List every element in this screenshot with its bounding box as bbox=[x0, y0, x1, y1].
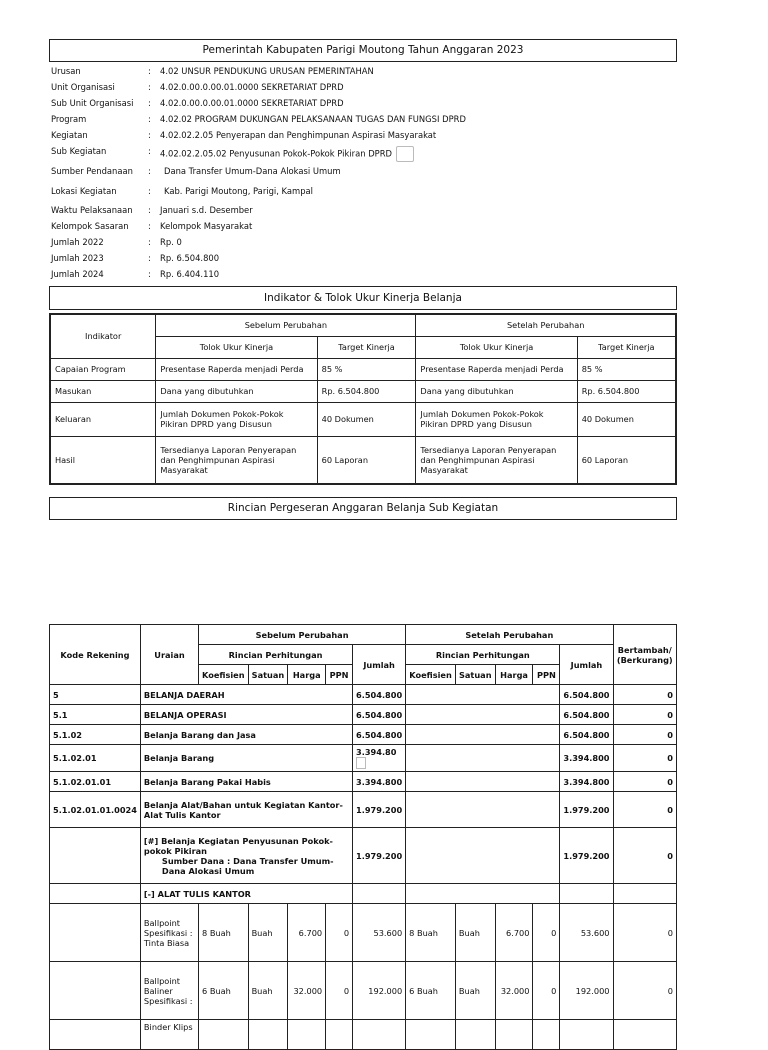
header-ppn-1: PPN bbox=[326, 665, 353, 685]
table-row: Hasil Tersedianya Laporan Penyerapan dan Penghimpunan Aspirasi Masyarakat 60 Laporan Tersedianya Laporan Penyerapan dan Penghimpunan Aspirasi Masyarakat 60 Laporan bbox=[50, 436, 676, 484]
rincian-table bbox=[49, 624, 677, 1050]
header-rincian-2: Rincian Perhitungan bbox=[406, 645, 560, 665]
header-uraian: Uraian bbox=[140, 625, 198, 685]
header-tolok-1: Tolok Ukur Kinerja bbox=[156, 336, 317, 358]
cell-cursor bbox=[356, 757, 366, 769]
header-jumlah-2: Jumlah bbox=[560, 645, 613, 685]
table-row-group: [#] Belanja Kegiatan Penyusunan Pokok-pokok Pikiran Sumber Dana : Dana Transfer Umum-Dana Alokasi Umum 1.979.200 1.979.200 0 bbox=[50, 828, 677, 884]
header-sebelum: Sebelum Perubahan bbox=[156, 314, 416, 336]
table-row: 5.1.02 Belanja Barang dan Jasa 6.504.800 6.504.800 0 bbox=[50, 725, 677, 745]
header-satuan-2: Satuan bbox=[455, 665, 495, 685]
table-row-item: Binder Klips bbox=[50, 1020, 677, 1050]
kinerja-title: Indikator & Tolok Ukur Kinerja Belanja bbox=[49, 286, 677, 310]
page-title: Pemerintah Kabupaten Parigi Moutong Tahun Anggaran 2023 bbox=[49, 39, 677, 62]
table-row: 5.1 BELANJA OPERASI 6.504.800 6.504.800 0 bbox=[50, 705, 677, 725]
header-sebelum: Sebelum Perubahan bbox=[199, 625, 406, 645]
header-harga-1: Harga bbox=[288, 665, 326, 685]
table-row-subgroup: [-] ALAT TULIS KANTOR bbox=[50, 884, 677, 904]
kinerja-table bbox=[49, 313, 677, 485]
header-setelah: Setelah Perubahan bbox=[406, 625, 613, 645]
table-row: 5.1.02.01 Belanja Barang 3.394.80 3.394.800 0 bbox=[50, 745, 677, 772]
header-setelah: Setelah Perubahan bbox=[416, 314, 676, 336]
rincian-title: Rincian Pergeseran Anggaran Belanja Sub Kegiatan bbox=[49, 497, 677, 520]
header-tolok-2: Tolok Ukur Kinerja bbox=[416, 336, 577, 358]
header-satuan-1: Satuan bbox=[248, 665, 288, 685]
header-target-1: Target Kinerja bbox=[317, 336, 416, 358]
table-row: 5 BELANJA DAERAH 6.504.800 6.504.800 0 bbox=[50, 685, 677, 705]
table-row: Masukan Dana yang dibutuhkan Rp. 6.504.800 Dana yang dibutuhkan Rp. 6.504.800 bbox=[50, 380, 676, 402]
table-row: 5.1.02.01.01 Belanja Barang Pakai Habis 3.394.800 3.394.800 0 bbox=[50, 772, 677, 792]
header-rincian-1: Rincian Perhitungan bbox=[199, 645, 353, 665]
header-harga-2: Harga bbox=[495, 665, 533, 685]
header-target-2: Target Kinerja bbox=[577, 336, 676, 358]
table-row: Capaian Program Presentase Raperda menjadi Perda 85 % Presentase Raperda menjadi Perda 85 % bbox=[50, 358, 676, 380]
header-koef-2: Koefisien bbox=[406, 665, 456, 685]
header-ppn-2: PPN bbox=[533, 665, 560, 685]
header-jumlah-1: Jumlah bbox=[353, 645, 406, 685]
header-bertambah: Bertambah/ (Berkurang) bbox=[613, 625, 677, 685]
header-koef-1: Koefisien bbox=[199, 665, 249, 685]
table-row: 5.1.02.01.01.0024 Belanja Alat/Bahan untuk Kegiatan Kantor-Alat Tulis Kantor 1.979.200 1.979.200 0 bbox=[50, 792, 677, 828]
table-row-item: Ballpoint Baliner Spesifikasi : 6 Buah Buah 32.000 0 192.000 6 Buah Buah 32.000 0 192.000 0 bbox=[50, 962, 677, 1020]
table-row: Keluaran Jumlah Dokumen Pokok-Pokok Pikiran DPRD yang Disusun 40 Dokumen Jumlah Dokumen Pokok-Pokok Pikiran DPRD yang Disusun 40 Dokumen bbox=[50, 402, 676, 436]
header-kode: Kode Rekening bbox=[50, 625, 141, 685]
empty-checkbox[interactable] bbox=[396, 146, 414, 162]
header-indikator: Indikator bbox=[50, 314, 156, 358]
table-row-item: Ballpoint Spesifikasi : Tinta Biasa 8 Buah Buah 6.700 0 53.600 8 Buah Buah 6.700 0 53.600 0 bbox=[50, 904, 677, 962]
